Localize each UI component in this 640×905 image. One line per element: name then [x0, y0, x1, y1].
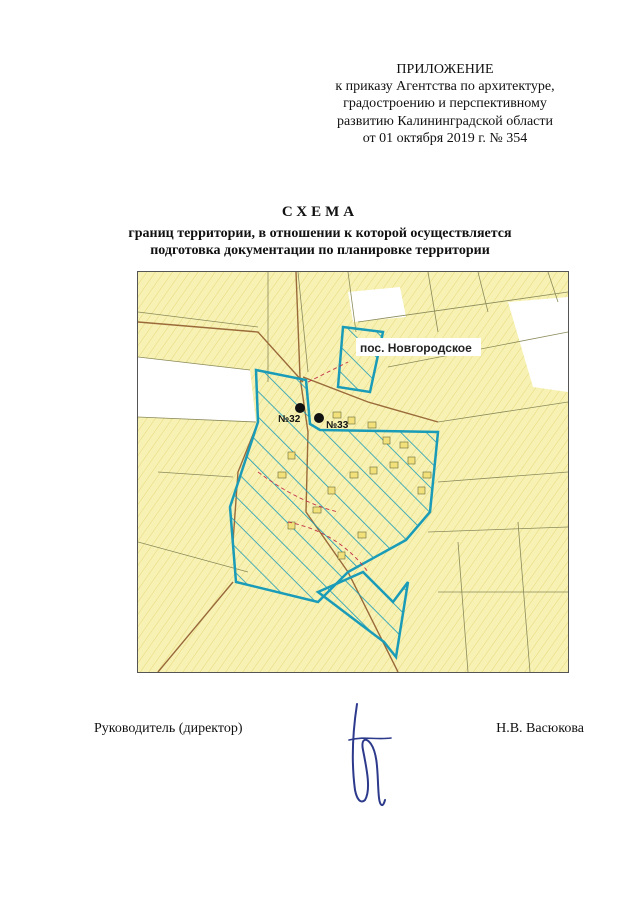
signature: [345, 700, 405, 810]
title-line: границ территории, в отношении к которой осуществляется: [128, 226, 512, 241]
appendix-title: ПРИЛОЖЕНИЕ: [396, 62, 494, 77]
settlement-label: пос. Новгородское: [360, 341, 472, 355]
appendix-line: к приказу Агентства по архитектуре,: [335, 79, 555, 95]
point-33-marker: [314, 413, 324, 423]
point-33-label: №33: [326, 420, 349, 431]
signatory-position: Руководитель (директор): [94, 721, 243, 736]
point-32-marker: [295, 403, 305, 413]
appendix-date: от 01 октября 2019 г. № 354: [362, 130, 528, 146]
appendix-block: [300, 61, 590, 147]
map-svg: [138, 272, 568, 672]
territory-map: [137, 271, 569, 673]
document-title: [0, 204, 640, 259]
title-heading: СХЕМА: [281, 204, 359, 220]
signatory-name: Н.В. Васюкова: [496, 721, 584, 736]
point-32-label: №32: [278, 414, 301, 425]
appendix-line: развитию Калининградской области: [336, 113, 554, 129]
title-line: подготовка документации по планировке территории: [150, 243, 490, 258]
appendix-line: градостроению и перспективному: [343, 96, 547, 112]
